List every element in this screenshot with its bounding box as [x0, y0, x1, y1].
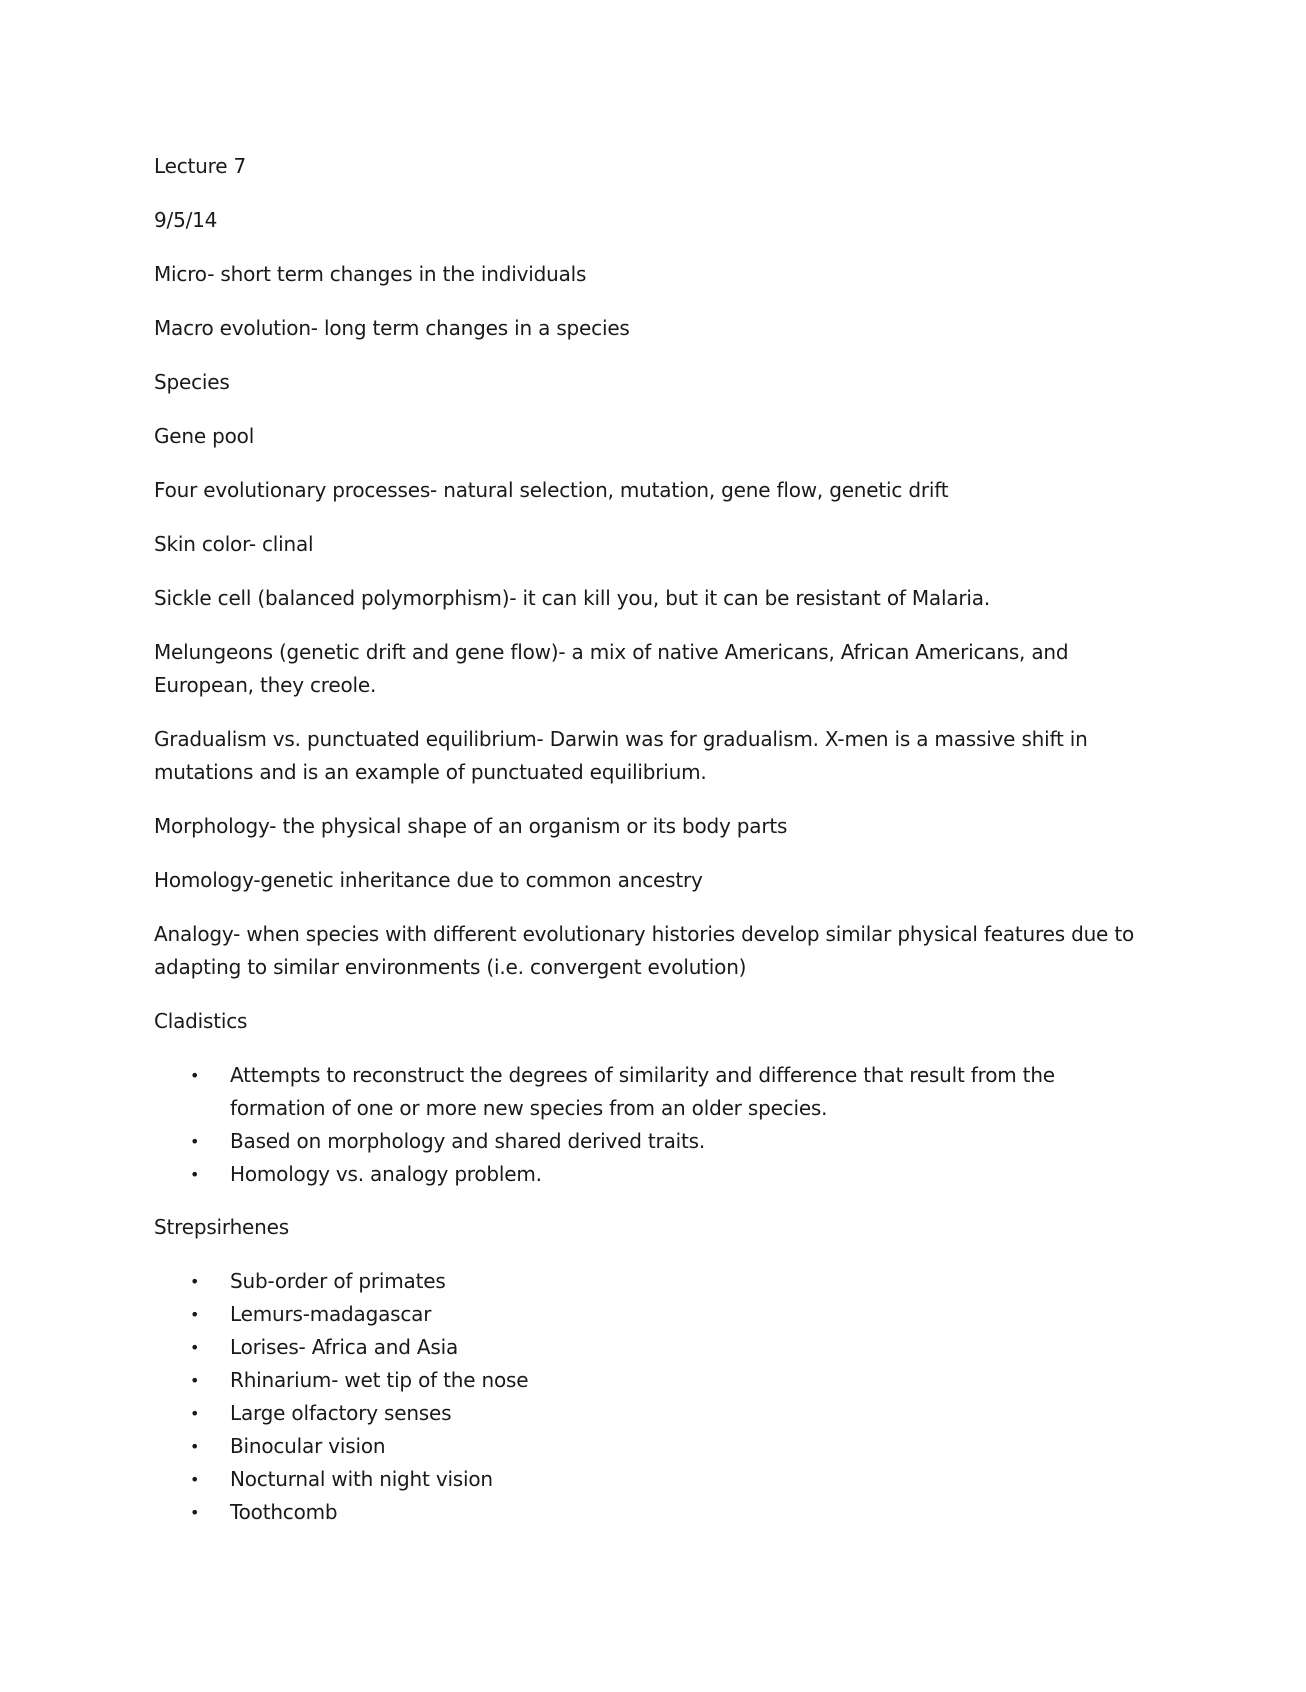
- bullet-icon: •: [190, 1066, 200, 1085]
- note-micro: Micro- short term changes in the individuals: [154, 262, 587, 286]
- note-evolutionary-processes: Four evolutionary processes- natural selection, mutation, gene flow, genetic drift: [154, 478, 949, 502]
- list-item: [154, 1496, 1154, 1529]
- note-analogy: Analogy- when species with different evolutionary histories develop similar physical features due to adapting to similar environments (i.e. convergent evolution): [154, 922, 1135, 979]
- bullet-icon: •: [190, 1305, 200, 1324]
- list-item-text: Large olfactory senses: [230, 1401, 452, 1425]
- list-item: [154, 1331, 1154, 1364]
- note-macro-evolution: Macro evolution- long term changes in a species: [154, 316, 630, 340]
- bullet-icon: •: [190, 1404, 200, 1423]
- list-item-text: Toothcomb: [230, 1500, 338, 1524]
- bullet-icon: •: [190, 1165, 200, 1184]
- list-item: [154, 1463, 1154, 1496]
- note-gradualism: Gradualism vs. punctuated equilibrium- Darwin was for gradualism. X-men is a massive shift in mutations and is an example of punctuated equilibrium.: [154, 727, 1088, 784]
- list-item: [154, 1265, 1154, 1298]
- note-sickle-cell: Sickle cell (balanced polymorphism)- it can kill you, but it can be resistant of Malaria.: [154, 586, 990, 610]
- list-item: [154, 1158, 1154, 1191]
- strepsirhenes-heading: Strepsirhenes: [154, 1215, 289, 1239]
- cladistics-heading: Cladistics: [154, 1009, 248, 1033]
- strepsirhenes-list: [154, 1265, 1154, 1529]
- lecture-date: 9/5/14: [154, 208, 218, 232]
- bullet-icon: •: [190, 1503, 200, 1522]
- list-item: [154, 1059, 1154, 1125]
- list-item: [154, 1298, 1154, 1331]
- bullet-icon: •: [190, 1272, 200, 1291]
- bullet-icon: •: [190, 1132, 200, 1151]
- bullet-icon: •: [190, 1470, 200, 1489]
- lecture-title: Lecture 7: [154, 154, 246, 178]
- list-item-text: Homology vs. analogy problem.: [230, 1162, 542, 1186]
- bullet-icon: •: [190, 1437, 200, 1456]
- list-item: [154, 1397, 1154, 1430]
- bullet-icon: •: [190, 1338, 200, 1357]
- note-morphology: Morphology- the physical shape of an organism or its body parts: [154, 814, 788, 838]
- list-item-text: Sub-order of primates: [230, 1269, 446, 1293]
- document-body: [154, 150, 1154, 1549]
- note-melungeons: Melungeons (genetic drift and gene flow)- a mix of native Americans, African Americans, and European, they creole.: [154, 640, 1069, 697]
- list-item-text: Rhinarium- wet tip of the nose: [230, 1368, 529, 1392]
- list-item-text: Attempts to reconstruct the degrees of similarity and difference that result from the formation of one or more new species from an older species.: [230, 1063, 1055, 1120]
- list-item-text: Lorises- Africa and Asia: [230, 1335, 459, 1359]
- note-species: Species: [154, 370, 230, 394]
- list-item: [154, 1125, 1154, 1158]
- list-item: [154, 1364, 1154, 1397]
- note-skin-color: Skin color- clinal: [154, 532, 314, 556]
- list-item-text: Lemurs-madagascar: [230, 1302, 432, 1326]
- bullet-icon: •: [190, 1371, 200, 1390]
- list-item-text: Based on morphology and shared derived traits.: [230, 1129, 705, 1153]
- list-item-text: Binocular vision: [230, 1434, 386, 1458]
- list-item-text: Nocturnal with night vision: [230, 1467, 493, 1491]
- note-homology: Homology-genetic inheritance due to common ancestry: [154, 868, 703, 892]
- list-item: [154, 1430, 1154, 1463]
- cladistics-list: [154, 1059, 1154, 1191]
- note-gene-pool: Gene pool: [154, 424, 255, 448]
